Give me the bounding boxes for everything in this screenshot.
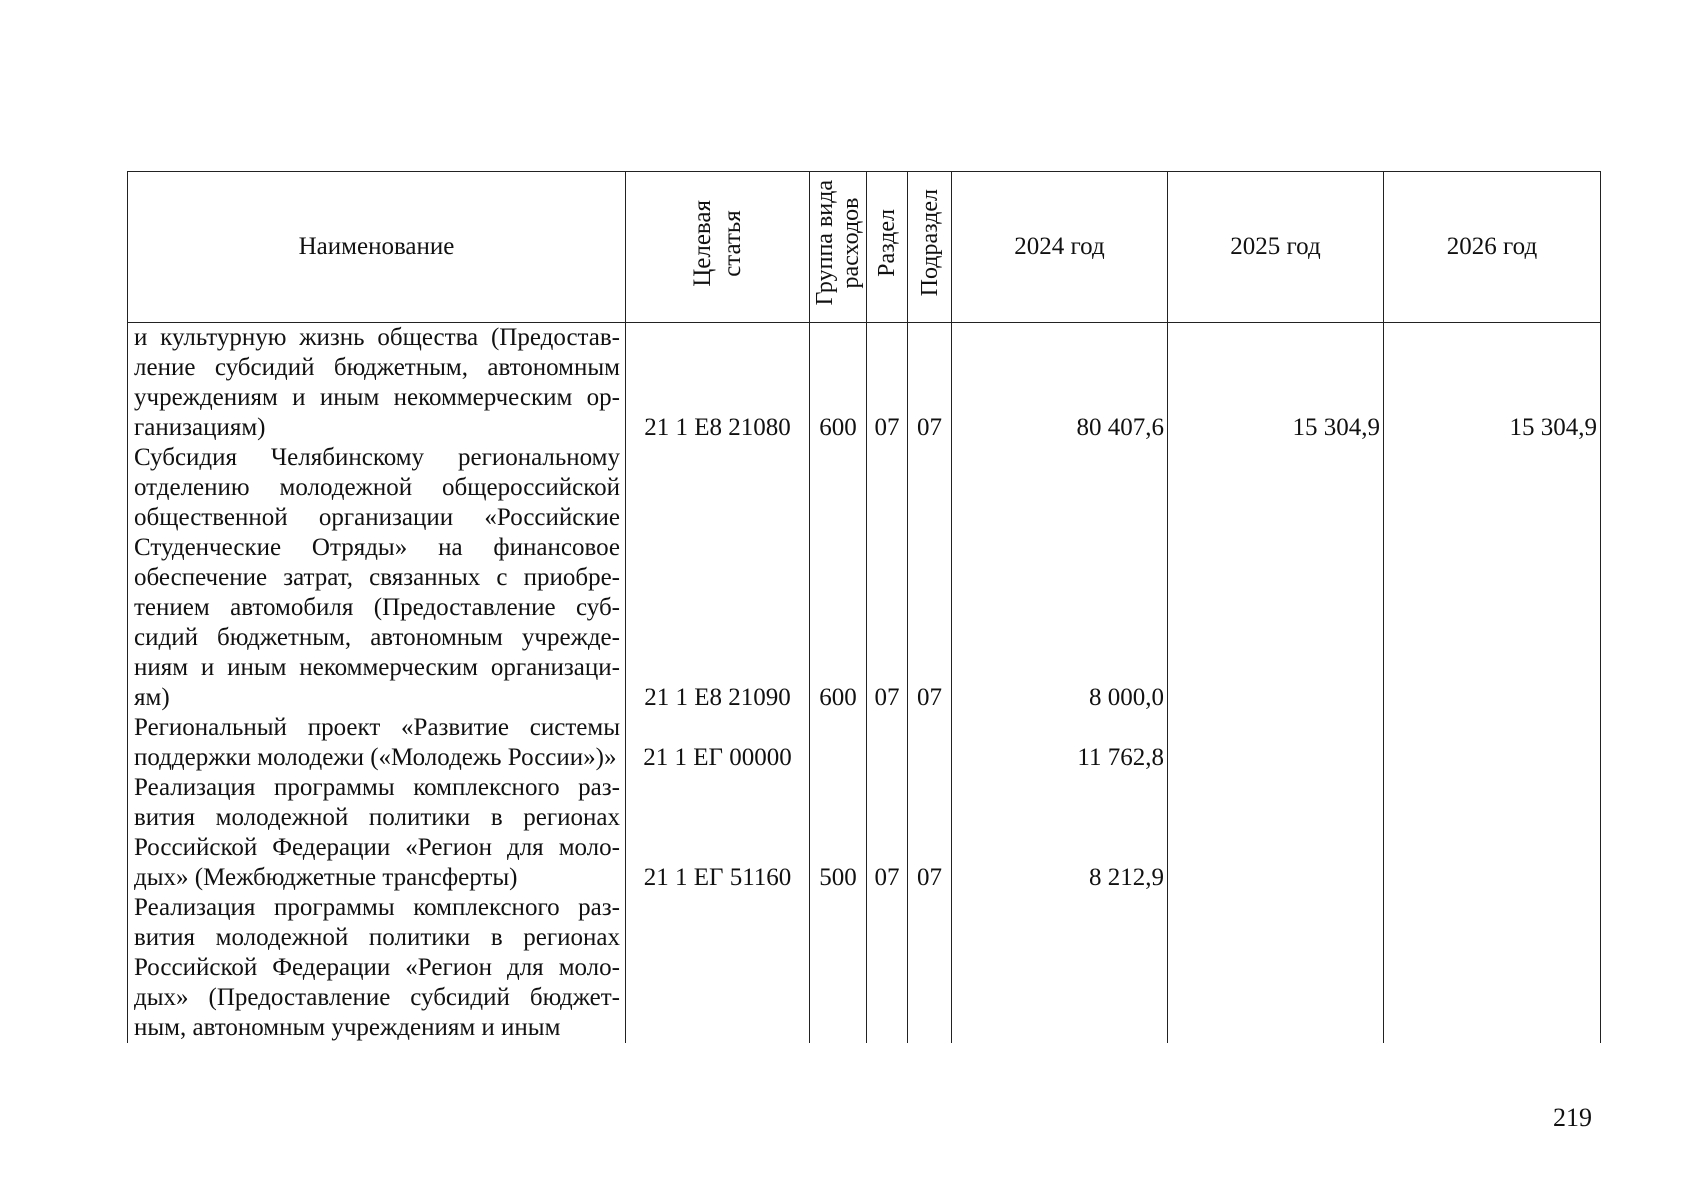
table-row bbox=[128, 713, 1601, 773]
row-name: Реализация программы комплексного развития молодежной политики в регионах Российской Федерации «Регион для молодых» (Предоставление субсидий бюджетным, автономным учреждениям и иным bbox=[128, 893, 626, 1043]
header-expense-group-line1: Группа вида bbox=[812, 180, 838, 306]
row-section bbox=[867, 713, 908, 773]
row-section: 07 bbox=[867, 443, 908, 713]
header-2024 bbox=[952, 172, 1168, 323]
row-amount-2025 bbox=[1168, 773, 1384, 893]
header-2026-label: 2026 год bbox=[1446, 233, 1538, 260]
row-name: Реализация программы комплексного развития молодежной политики в регионах Российской Федерации «Регион для молодых» (Межбюджетные трансферты) bbox=[128, 773, 626, 893]
row-subsection bbox=[908, 893, 952, 1043]
row-amount-2025 bbox=[1168, 443, 1384, 713]
row-amount-2026 bbox=[1384, 893, 1601, 1043]
header-2024-label: 2024 год bbox=[1014, 233, 1105, 260]
header-expense-group-line2: расходов bbox=[838, 197, 864, 289]
row-amount-2024 bbox=[952, 893, 1168, 1043]
row-amount-2026: 15 304,9 bbox=[1384, 323, 1601, 444]
row-amount-2024: 8 000,0 bbox=[952, 443, 1168, 713]
table-row bbox=[128, 773, 1601, 893]
header-row bbox=[128, 172, 1601, 323]
row-expense-group bbox=[810, 893, 867, 1043]
header-target-article-line1: Целевая bbox=[688, 199, 716, 287]
row-name: Региональный проект «Развитие системы поддержки молодежи («Молодежь России»)» bbox=[128, 713, 626, 773]
table-row bbox=[128, 443, 1601, 713]
row-target-article: 21 1 ЕГ 00000 bbox=[626, 713, 810, 773]
row-section: 07 bbox=[867, 323, 908, 444]
row-amount-2026 bbox=[1384, 443, 1601, 713]
row-amount-2024: 8 212,9 bbox=[952, 773, 1168, 893]
row-amount-2024: 80 407,6 bbox=[952, 323, 1168, 444]
row-expense-group: 600 bbox=[810, 443, 867, 713]
row-target-article: 21 1 ЕГ 51160 bbox=[626, 773, 810, 893]
header-2025-label: 2025 год bbox=[1230, 233, 1321, 260]
row-subsection: 07 bbox=[908, 773, 952, 893]
header-subsection bbox=[908, 172, 952, 323]
row-amount-2025 bbox=[1168, 713, 1384, 773]
row-target-article bbox=[626, 893, 810, 1043]
row-section: 07 bbox=[867, 773, 908, 893]
budget-table bbox=[127, 171, 1601, 1043]
page-number: 219 bbox=[1553, 1103, 1592, 1132]
header-target-article-line2: статья bbox=[718, 209, 746, 277]
table-row bbox=[128, 323, 1601, 444]
row-expense-group: 600 bbox=[810, 323, 867, 444]
row-target-article: 21 1 Е8 21090 bbox=[626, 443, 810, 713]
header-name bbox=[128, 172, 626, 323]
header-subsection-label: Подраздел bbox=[916, 189, 943, 297]
row-name: Субсидия Челябинскому региональному отделению молодежной общероссийской общественной организации «Российские Студенческие Отряды» на финансовое обеспечение затрат, связанных с приобретением автомобиля (Предоставление субсидий бюджетным, автономным учреждениям и иным некоммерческим организациям) bbox=[128, 443, 626, 713]
row-amount-2025: 15 304,9 bbox=[1168, 323, 1384, 444]
header-section-label: Раздел bbox=[874, 209, 900, 277]
row-amount-2026 bbox=[1384, 713, 1601, 773]
row-expense-group: 500 bbox=[810, 773, 867, 893]
header-target-article bbox=[626, 172, 810, 323]
row-target-article: 21 1 Е8 21080 bbox=[626, 323, 810, 444]
header-2025 bbox=[1168, 172, 1384, 323]
row-subsection bbox=[908, 713, 952, 773]
row-expense-group bbox=[810, 713, 867, 773]
row-name: и культурную жизнь общества (Предоставление субсидий бюджетным, автономным учреждениям и иным некоммерческим организациям) bbox=[128, 323, 626, 444]
header-2026 bbox=[1384, 172, 1601, 323]
header-section bbox=[867, 172, 908, 323]
row-amount-2026 bbox=[1384, 773, 1601, 893]
row-section bbox=[867, 893, 908, 1043]
row-subsection: 07 bbox=[908, 443, 952, 713]
table-row bbox=[128, 893, 1601, 1043]
header-expense-group bbox=[810, 172, 867, 323]
row-subsection: 07 bbox=[908, 323, 952, 444]
row-amount-2024: 11 762,8 bbox=[952, 713, 1168, 773]
row-amount-2025 bbox=[1168, 893, 1384, 1043]
header-name-label: Наименование bbox=[298, 233, 455, 260]
